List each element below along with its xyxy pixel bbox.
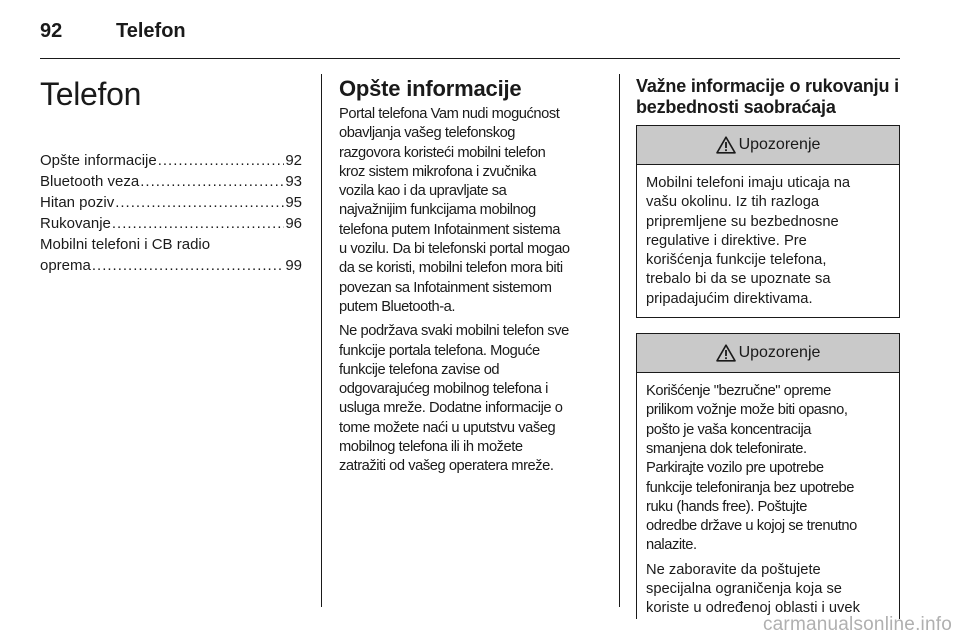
warning-label: Upozorenje (738, 136, 821, 153)
warning-label: Upozorenje (738, 344, 821, 362)
warning-body (637, 373, 899, 619)
text-line: telefona putem Infotainment sistema (339, 221, 561, 238)
text-line: odgovarajućeg mobilnog telefona i (339, 381, 548, 398)
text-line: specijalna ograničenja koja se (646, 581, 842, 598)
toc-leader (158, 150, 285, 171)
text-line: funkcije telefona zavise od (339, 361, 500, 378)
toc-leader (112, 213, 284, 234)
warning-box (636, 125, 900, 318)
chapter-toc (40, 76, 302, 276)
text-line: koriste u određenoj oblasti i uvek (646, 600, 860, 617)
toc-entry-general[interactable] (40, 150, 302, 171)
warning-triangle-icon (716, 136, 736, 154)
text-line: vašu okolinu. Iz tih razloga (646, 194, 820, 211)
toc-entry-mobile-cb[interactable] (40, 234, 302, 276)
section-title (636, 76, 900, 118)
safety-section (636, 76, 900, 619)
text-line: nalazite. (646, 537, 697, 554)
text-line: da se koristi, mobilni telefon mora biti (339, 260, 563, 277)
header-rule (40, 58, 900, 59)
section-title-line: bezbednosti saobraćaja (636, 97, 836, 117)
toc-entry-page: 93 (285, 173, 302, 190)
warning-header (637, 126, 899, 165)
text-line: tome možete naći u uputstvu vašeg (339, 419, 556, 436)
text-line: pošto je vaša koncentracija (646, 421, 812, 438)
paragraph (646, 174, 890, 309)
text-line: usluga mreže. Dodatne informacije o (339, 400, 563, 417)
toc-entry-page: 96 (285, 215, 302, 232)
text-line: trebalo bi da se upoznate sa (646, 271, 831, 288)
toc-entry-label: Bluetooth veza (40, 173, 140, 190)
toc-entry-label: Rukovanje (40, 215, 111, 232)
text-line: putem Bluetooth-a. (339, 298, 456, 315)
text-line: pripremljene su bezbednosne (646, 213, 839, 230)
warning-box (636, 333, 900, 619)
warning-triangle-icon (716, 344, 736, 362)
toc-entry-label: Hitan poziv (40, 194, 115, 211)
column-divider-1 (321, 74, 322, 607)
text-line: pripadajućim direktivama. (646, 290, 813, 307)
toc-entry-operation[interactable] (40, 213, 302, 234)
paragraph (339, 322, 603, 476)
text-line: ruku (hands free). Poštujte (646, 498, 807, 515)
toc-entry-label: Opšte informacije (40, 152, 157, 169)
text-line: Ne zaboravite da poštujete (646, 561, 821, 578)
column-divider-2 (619, 74, 620, 607)
running-section-title: Telefon (116, 19, 186, 42)
toc-leader (140, 171, 284, 192)
text-line: mobilnog telefona ili ih možete (339, 439, 523, 456)
page-number: 92 (40, 19, 63, 42)
text-line: regulative i direktive. Pre (646, 232, 807, 249)
toc-entry-bluetooth[interactable] (40, 171, 302, 192)
text-line: obavljanja vašeg telefonskog (339, 125, 516, 142)
toc-leader (115, 192, 284, 213)
text-line: smanjena dok telefonirate. (646, 440, 807, 457)
text-line: Ne podržava svaki mobilni telefon sve (339, 323, 569, 340)
text-line: zatražiti od vašeg operatera mreže. (339, 458, 554, 475)
toc-leader (92, 255, 284, 276)
warning-header (637, 334, 899, 373)
text-line: Mobilni telefoni imaju uticaja na (646, 175, 851, 191)
text-line: Korišćenje "bezručne" opreme (646, 383, 831, 400)
text-line: najvažnijim funkcijama mobilnog (339, 202, 536, 219)
text-line: funkcije portala telefona. Moguće (339, 342, 540, 359)
text-line: kroz sistem mikrofona i zvučnika (339, 163, 536, 180)
text-line: Parkirajte vozilo pre upotrebe (646, 460, 824, 477)
toc-entry-page: 95 (285, 194, 302, 211)
text-line: Portal telefona Vam nudi mogućnost (339, 106, 560, 122)
page-header (40, 16, 186, 46)
paragraph (646, 561, 890, 619)
warning-body (637, 165, 899, 317)
text-line: prilikom vožnje može biti opasno, (646, 402, 848, 419)
general-info-section (339, 76, 603, 477)
watermark: carmanualsonline.info (762, 614, 952, 635)
text-line: razgovora koristeći mobilni telefon (339, 144, 546, 161)
text-line: odredbe države u kojoj se trenutno (646, 518, 857, 535)
section-title-line: Važne informacije o rukovanju i (636, 76, 899, 96)
text-line: funkcije telefoniranja bez upotrebe (646, 479, 854, 496)
chapter-title: Telefon (40, 76, 142, 112)
paragraph (339, 105, 603, 317)
toc-entry-page: 92 (285, 152, 302, 169)
text-line: vozila kao i da upravljate sa (339, 183, 507, 200)
toc-entry-page: 99 (285, 257, 302, 274)
text-line: u vozilu. Da bi telefonski portal mogao (339, 241, 570, 258)
section-title: Opšte informacije (339, 76, 522, 101)
toc-entry-label-line1: Mobilni telefoni i CB radio (40, 236, 211, 253)
text-line: povezan sa Infotainment sistemom (339, 279, 552, 296)
toc-entry-emergency-call[interactable] (40, 192, 302, 213)
text-line: korišćenja funkcije telefona, (646, 252, 827, 269)
paragraph (646, 382, 890, 556)
toc-entry-label: oprema (40, 257, 91, 274)
